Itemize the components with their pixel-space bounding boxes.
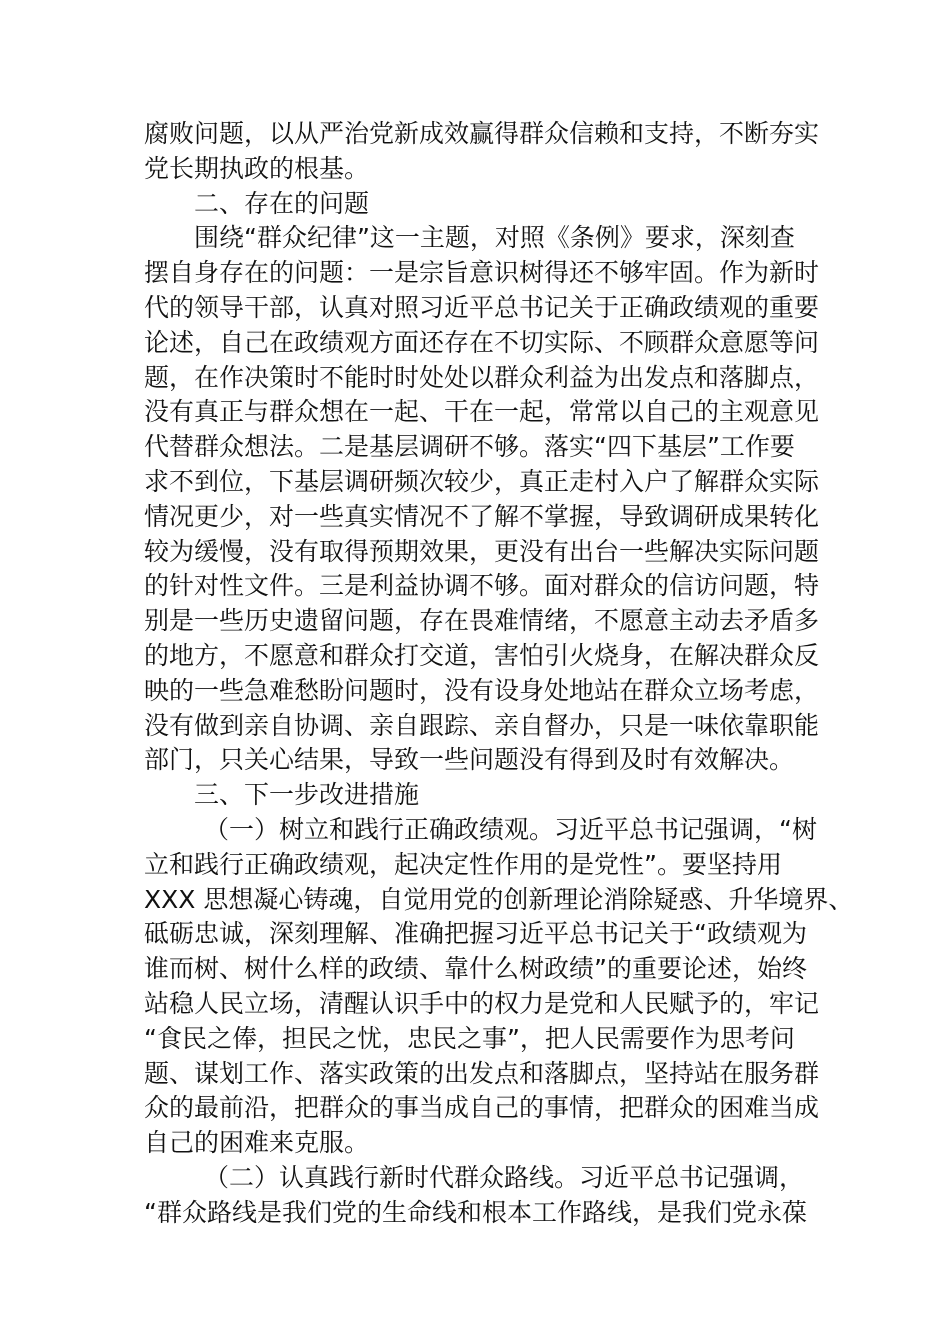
body-line: 腐败问题，以从严治党新成效赢得群众信赖和支持，不断夯实: [144, 119, 820, 148]
body-line: 题，在作决策时不能时时处处以群众利益为出发点和落脚点，: [144, 362, 820, 392]
body-line: 站稳人民立场，清醒认识手中的权力是党和人民赋予的，牢记: [144, 988, 820, 1018]
body-line: 自己的困难来克服。: [144, 1128, 370, 1158]
body-line: 摆自身存在的问题：一是宗旨意识树得还不够牢固。作为新时: [144, 258, 820, 288]
body-line: 部门，只关心结果，导致一些问题没有得到及时有效解决。: [144, 745, 795, 775]
body-line: 映的一些急难愁盼问题时，没有设身处地站在群众立场考虑，: [144, 675, 820, 705]
body-line: 代替群众想法。二是基层调研不够。落实“四下基层”工作要: [144, 432, 795, 462]
body-line: “食民之俸，担民之忧，忠民之事”，把人民需要作为思考问: [144, 1023, 795, 1053]
body-line: 的针对性文件。三是利益协调不够。面对群众的信访问题，特: [144, 571, 820, 601]
document-body: [144, 117, 854, 1231]
body-line: “群众路线是我们党的生命线和根本工作路线，是我们党永葆: [144, 1197, 807, 1227]
body-line: 求不到位，下基层调研频次较少，真正走村入户了解群众实际: [144, 466, 820, 496]
body-line: 代的领导干部，认真对照习近平总书记关于正确政绩观的重要: [144, 292, 820, 322]
body-line: 众的最前沿，把群众的事当成自己的事情，把群众的困难当成: [144, 1093, 820, 1123]
section-heading-problems: 二、存在的问题: [194, 188, 370, 218]
body-line: 立和践行正确政绩观，起决定性作用的是党性”。要坚持用: [144, 849, 782, 879]
subsection-heading-2: （二）认真践行新时代群众路线。习近平总书记强调，: [204, 1162, 805, 1192]
body-line: 较为缓慢，没有取得预期效果，更没有出台一些解决实际问题: [144, 536, 820, 566]
body-line: 没有做到亲自协调、亲自跟踪、亲自督办，只是一味依靠职能: [144, 710, 820, 740]
body-line: 党长期执政的根基。: [144, 153, 370, 183]
body-line: 题、谋划工作、落实政策的出发点和落脚点，坚持站在服务群: [144, 1058, 820, 1088]
body-line: XXX 思想凝心铸魂，自觉用党的创新理论消除疑惑、升华境界、: [144, 884, 854, 914]
body-line: 别是一些历史遗留问题，存在畏难情绪，不愿意主动去矛盾多: [144, 606, 820, 636]
body-line: 情况更少，对一些真实情况不了解不掌握，导致调研成果转化: [144, 501, 820, 531]
paragraph-start: 围绕“群众纪律”这一主题，对照《条例》要求，深刻查: [194, 223, 795, 253]
body-line: 的地方，不愿意和群众打交道，害怕引火烧身，在解决群众反: [144, 640, 820, 670]
subsection-heading-1: （一）树立和践行正确政绩观。习近平总书记强调，“树: [204, 814, 817, 844]
body-line: 谁而树、树什么样的政绩、靠什么树政绩”的重要论述，始终: [144, 954, 807, 984]
body-line: 砥砺忠诚，深刻理解、准确把握习近平总书记关于“政绩观为: [144, 919, 807, 949]
body-line: 没有真正与群众想在一起、干在一起，常常以自己的主观意见: [144, 397, 820, 427]
section-heading-measures: 三、下一步改进措施: [194, 780, 420, 810]
body-line: 论述，自己在政绩观方面还存在不切实际、不顾群众意愿等问: [144, 327, 820, 357]
